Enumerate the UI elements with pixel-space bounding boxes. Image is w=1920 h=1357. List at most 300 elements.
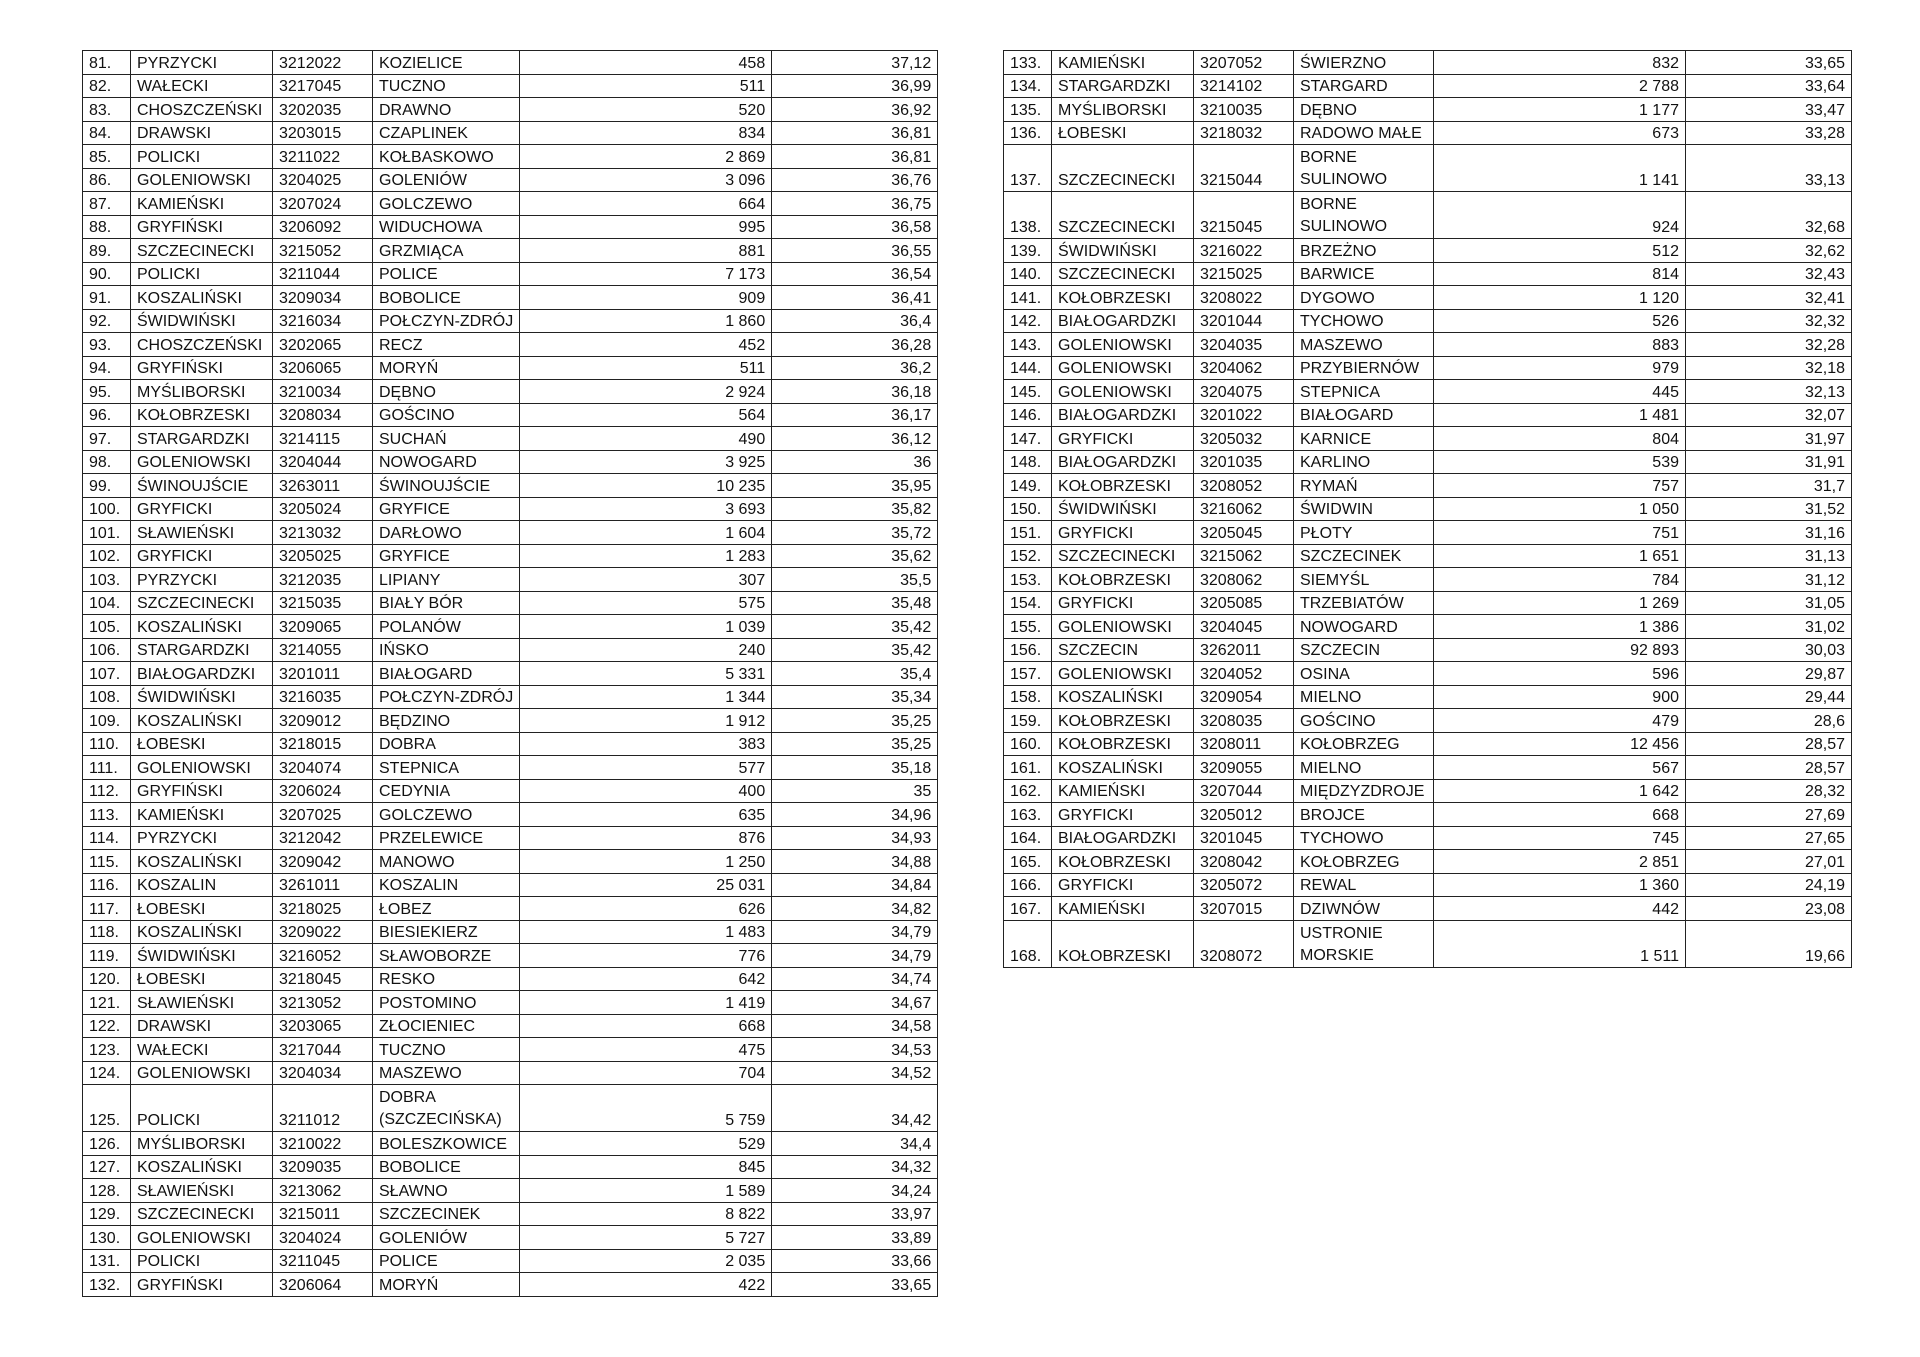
commune-cell: TUCZNO bbox=[373, 74, 520, 98]
county-cell: ŁOBESKI bbox=[131, 897, 273, 921]
row-number-cell: 168. bbox=[1004, 920, 1052, 967]
county-cell: KOSZALIŃSKI bbox=[131, 850, 273, 874]
table-row bbox=[83, 1061, 938, 1085]
table-row bbox=[1004, 685, 1852, 709]
commune-cell: DRAWNO bbox=[373, 98, 520, 122]
table-row bbox=[1004, 756, 1852, 780]
commune-cell: POSTOMINO bbox=[373, 991, 520, 1015]
table-row bbox=[83, 544, 938, 568]
row-number-cell: 126. bbox=[83, 1132, 131, 1156]
value-cell: 32,13 bbox=[1686, 380, 1852, 404]
row-number-cell: 135. bbox=[1004, 98, 1052, 122]
code-cell: 3209042 bbox=[273, 850, 373, 874]
count-cell: 626 bbox=[520, 897, 772, 921]
row-number-cell: 132. bbox=[83, 1273, 131, 1297]
count-cell: 673 bbox=[1434, 121, 1686, 145]
value-cell: 32,62 bbox=[1686, 239, 1852, 263]
count-cell: 832 bbox=[1434, 51, 1686, 75]
county-cell: KOŁOBRZESKI bbox=[1052, 568, 1194, 592]
commune-cell: GRZMIĄCA bbox=[373, 239, 520, 263]
county-cell: SZCZECINECKI bbox=[131, 591, 273, 615]
count-cell: 383 bbox=[520, 732, 772, 756]
row-number-cell: 93. bbox=[83, 333, 131, 357]
row-number-cell: 165. bbox=[1004, 850, 1052, 874]
table-row bbox=[1004, 380, 1852, 404]
commune-cell: PŁOTY bbox=[1294, 521, 1434, 545]
value-cell: 36,55 bbox=[772, 239, 938, 263]
code-cell: 3204035 bbox=[1194, 333, 1294, 357]
value-cell: 36 bbox=[772, 450, 938, 474]
row-number-cell: 118. bbox=[83, 920, 131, 944]
commune-cell: NOWOGARD bbox=[1294, 615, 1434, 639]
commune-cell: BORNE SULINOWO bbox=[1294, 145, 1434, 192]
commune-cell: POLICE bbox=[373, 1249, 520, 1273]
value-cell: 27,69 bbox=[1686, 803, 1852, 827]
code-cell: 3215044 bbox=[1194, 145, 1294, 192]
commune-cell: RADOWO MAŁE bbox=[1294, 121, 1434, 145]
commune-cell: STARGARD bbox=[1294, 74, 1434, 98]
count-cell: 511 bbox=[520, 74, 772, 98]
table-row bbox=[83, 1014, 938, 1038]
row-number-cell: 134. bbox=[1004, 74, 1052, 98]
county-cell: SZCZECINECKI bbox=[131, 1202, 273, 1226]
commune-cell: BOBOLICE bbox=[373, 286, 520, 310]
county-cell: GRYFIŃSKI bbox=[131, 1273, 273, 1297]
value-cell: 34,67 bbox=[772, 991, 938, 1015]
value-cell: 35,82 bbox=[772, 497, 938, 521]
count-cell: 520 bbox=[520, 98, 772, 122]
county-cell: PYRZYCKI bbox=[131, 568, 273, 592]
commune-cell: BRZEŻNO bbox=[1294, 239, 1434, 263]
table-row bbox=[83, 450, 938, 474]
count-cell: 596 bbox=[1434, 662, 1686, 686]
row-number-cell: 136. bbox=[1004, 121, 1052, 145]
code-cell: 3218045 bbox=[273, 967, 373, 991]
row-number-cell: 139. bbox=[1004, 239, 1052, 263]
commune-cell: POŁCZYN-ZDRÓJ bbox=[373, 685, 520, 709]
commune-cell: SZCZECIN bbox=[1294, 638, 1434, 662]
count-cell: 400 bbox=[520, 779, 772, 803]
count-cell: 1 511 bbox=[1434, 920, 1686, 967]
row-number-cell: 96. bbox=[83, 403, 131, 427]
code-cell: 3204025 bbox=[273, 168, 373, 192]
row-number-cell: 95. bbox=[83, 380, 131, 404]
county-cell: ŚWIDWIŃSKI bbox=[131, 944, 273, 968]
count-cell: 704 bbox=[520, 1061, 772, 1085]
table-row bbox=[1004, 615, 1852, 639]
county-cell: KOŁOBRZESKI bbox=[1052, 732, 1194, 756]
count-cell: 845 bbox=[520, 1155, 772, 1179]
county-cell: DRAWSKI bbox=[131, 121, 273, 145]
table-row bbox=[1004, 850, 1852, 874]
count-cell: 445 bbox=[1434, 380, 1686, 404]
table-row bbox=[1004, 427, 1852, 451]
count-cell: 479 bbox=[1434, 709, 1686, 733]
row-number-cell: 99. bbox=[83, 474, 131, 498]
county-cell: GRYFIŃSKI bbox=[131, 779, 273, 803]
row-number-cell: 146. bbox=[1004, 403, 1052, 427]
code-cell: 3214115 bbox=[273, 427, 373, 451]
count-cell: 1 912 bbox=[520, 709, 772, 733]
value-cell: 33,66 bbox=[772, 1249, 938, 1273]
count-cell: 92 893 bbox=[1434, 638, 1686, 662]
table-row bbox=[83, 1202, 938, 1226]
count-cell: 1 177 bbox=[1434, 98, 1686, 122]
county-cell: ŁOBESKI bbox=[131, 732, 273, 756]
county-cell: KOŁOBRZESKI bbox=[1052, 920, 1194, 967]
code-cell: 3204024 bbox=[273, 1226, 373, 1250]
table-row bbox=[83, 732, 938, 756]
county-cell: GRYFICKI bbox=[1052, 873, 1194, 897]
value-cell: 31,13 bbox=[1686, 544, 1852, 568]
code-cell: 3214055 bbox=[273, 638, 373, 662]
code-cell: 3204034 bbox=[273, 1061, 373, 1085]
commune-cell: SZCZECINEK bbox=[1294, 544, 1434, 568]
county-cell: PYRZYCKI bbox=[131, 51, 273, 75]
count-cell: 784 bbox=[1434, 568, 1686, 592]
count-cell: 664 bbox=[520, 192, 772, 216]
row-number-cell: 100. bbox=[83, 497, 131, 521]
value-cell: 23,08 bbox=[1686, 897, 1852, 921]
code-cell: 3208062 bbox=[1194, 568, 1294, 592]
commune-cell: TYCHOWO bbox=[1294, 826, 1434, 850]
table-row bbox=[1004, 145, 1852, 192]
row-number-cell: 125. bbox=[83, 1085, 131, 1132]
commune-cell: POLANÓW bbox=[373, 615, 520, 639]
county-cell: GOLENIOWSKI bbox=[1052, 380, 1194, 404]
row-number-cell: 123. bbox=[83, 1038, 131, 1062]
value-cell: 31,12 bbox=[1686, 568, 1852, 592]
commune-cell: ŁOBEZ bbox=[373, 897, 520, 921]
code-cell: 3201022 bbox=[1194, 403, 1294, 427]
commune-cell: TRZEBIATÓW bbox=[1294, 591, 1434, 615]
county-cell: POLICKI bbox=[131, 1249, 273, 1273]
county-cell: WAŁECKI bbox=[131, 1038, 273, 1062]
county-cell: GRYFICKI bbox=[131, 497, 273, 521]
row-number-cell: 142. bbox=[1004, 309, 1052, 333]
table-row bbox=[1004, 568, 1852, 592]
table-row bbox=[1004, 826, 1852, 850]
code-cell: 3207044 bbox=[1194, 779, 1294, 803]
county-cell: SZCZECINECKI bbox=[1052, 262, 1194, 286]
row-number-cell: 111. bbox=[83, 756, 131, 780]
count-cell: 1 481 bbox=[1434, 403, 1686, 427]
value-cell: 31,16 bbox=[1686, 521, 1852, 545]
value-cell: 36,4 bbox=[772, 309, 938, 333]
value-cell: 34,4 bbox=[772, 1132, 938, 1156]
left-table-body bbox=[83, 51, 938, 1297]
value-cell: 34,82 bbox=[772, 897, 938, 921]
commune-cell: RESKO bbox=[373, 967, 520, 991]
count-cell: 529 bbox=[520, 1132, 772, 1156]
count-cell: 757 bbox=[1434, 474, 1686, 498]
county-cell: BIAŁOGARDZKI bbox=[1052, 403, 1194, 427]
table-row bbox=[1004, 121, 1852, 145]
count-cell: 1 483 bbox=[520, 920, 772, 944]
row-number-cell: 115. bbox=[83, 850, 131, 874]
commune-cell: ŚWIERZNO bbox=[1294, 51, 1434, 75]
county-cell: SZCZECINECKI bbox=[131, 239, 273, 263]
code-cell: 3218032 bbox=[1194, 121, 1294, 145]
value-cell: 34,93 bbox=[772, 826, 938, 850]
county-cell: BIAŁOGARDZKI bbox=[131, 662, 273, 686]
county-cell: CHOSZCZEŃSKI bbox=[131, 333, 273, 357]
commune-cell: KOSZALIN bbox=[373, 873, 520, 897]
code-cell: 3204074 bbox=[273, 756, 373, 780]
commune-cell: KARLINO bbox=[1294, 450, 1434, 474]
county-cell: KOSZALIŃSKI bbox=[1052, 685, 1194, 709]
count-cell: 642 bbox=[520, 967, 772, 991]
commune-cell: DĘBNO bbox=[1294, 98, 1434, 122]
commune-cell: KOŁBASKOWO bbox=[373, 145, 520, 169]
table-row bbox=[1004, 309, 1852, 333]
row-number-cell: 153. bbox=[1004, 568, 1052, 592]
code-cell: 3205024 bbox=[273, 497, 373, 521]
value-cell: 28,57 bbox=[1686, 732, 1852, 756]
value-cell: 36,99 bbox=[772, 74, 938, 98]
table-row bbox=[83, 1249, 938, 1273]
row-number-cell: 92. bbox=[83, 309, 131, 333]
table-row bbox=[83, 121, 938, 145]
row-number-cell: 155. bbox=[1004, 615, 1052, 639]
commune-cell: SŁAWOBORZE bbox=[373, 944, 520, 968]
commune-cell: DOBRA bbox=[373, 732, 520, 756]
row-number-cell: 127. bbox=[83, 1155, 131, 1179]
county-cell: STARGARDZKI bbox=[1052, 74, 1194, 98]
table-row bbox=[83, 403, 938, 427]
table-row bbox=[1004, 732, 1852, 756]
value-cell: 27,01 bbox=[1686, 850, 1852, 874]
value-cell: 31,02 bbox=[1686, 615, 1852, 639]
count-cell: 12 456 bbox=[1434, 732, 1686, 756]
commune-cell: BARWICE bbox=[1294, 262, 1434, 286]
commune-cell: POŁCZYN-ZDRÓJ bbox=[373, 309, 520, 333]
code-cell: 3204052 bbox=[1194, 662, 1294, 686]
row-number-cell: 106. bbox=[83, 638, 131, 662]
row-number-cell: 101. bbox=[83, 521, 131, 545]
table-row bbox=[1004, 450, 1852, 474]
commune-cell: BIAŁY BÓR bbox=[373, 591, 520, 615]
county-cell: SZCZECINECKI bbox=[1052, 145, 1194, 192]
value-cell: 36,75 bbox=[772, 192, 938, 216]
table-row bbox=[1004, 474, 1852, 498]
value-cell: 35,18 bbox=[772, 756, 938, 780]
code-cell: 3204075 bbox=[1194, 380, 1294, 404]
value-cell: 36,81 bbox=[772, 121, 938, 145]
code-cell: 3211045 bbox=[273, 1249, 373, 1273]
code-cell: 3209054 bbox=[1194, 685, 1294, 709]
count-cell: 3 693 bbox=[520, 497, 772, 521]
commune-cell: CZAPLINEK bbox=[373, 121, 520, 145]
value-cell: 31,52 bbox=[1686, 497, 1852, 521]
county-cell: KAMIEŃSKI bbox=[1052, 51, 1194, 75]
row-number-cell: 158. bbox=[1004, 685, 1052, 709]
count-cell: 900 bbox=[1434, 685, 1686, 709]
value-cell: 31,91 bbox=[1686, 450, 1852, 474]
commune-cell: MIĘDZYZDROJE bbox=[1294, 779, 1434, 803]
commune-cell: GOLCZEWO bbox=[373, 803, 520, 827]
table-row bbox=[83, 944, 938, 968]
count-cell: 979 bbox=[1434, 356, 1686, 380]
code-cell: 3216062 bbox=[1194, 497, 1294, 521]
county-cell: WAŁECKI bbox=[131, 74, 273, 98]
value-cell: 36,2 bbox=[772, 356, 938, 380]
code-cell: 3212042 bbox=[273, 826, 373, 850]
table-row bbox=[1004, 873, 1852, 897]
code-cell: 3207024 bbox=[273, 192, 373, 216]
commune-cell: KOZIELICE bbox=[373, 51, 520, 75]
county-cell: SZCZECINECKI bbox=[1052, 544, 1194, 568]
code-cell: 3209065 bbox=[273, 615, 373, 639]
row-number-cell: 147. bbox=[1004, 427, 1052, 451]
commune-cell: NOWOGARD bbox=[373, 450, 520, 474]
county-cell: STARGARDZKI bbox=[131, 638, 273, 662]
table-row bbox=[83, 779, 938, 803]
table-row bbox=[1004, 920, 1852, 967]
row-number-cell: 137. bbox=[1004, 145, 1052, 192]
row-number-cell: 90. bbox=[83, 262, 131, 286]
value-cell: 28,6 bbox=[1686, 709, 1852, 733]
value-cell: 34,58 bbox=[772, 1014, 938, 1038]
value-cell: 34,32 bbox=[772, 1155, 938, 1179]
count-cell: 575 bbox=[520, 591, 772, 615]
table-row bbox=[83, 873, 938, 897]
commune-cell: GOLENIÓW bbox=[373, 1226, 520, 1250]
commune-cell: BOBOLICE bbox=[373, 1155, 520, 1179]
code-cell: 3212022 bbox=[273, 51, 373, 75]
code-cell: 3215035 bbox=[273, 591, 373, 615]
value-cell: 34,52 bbox=[772, 1061, 938, 1085]
row-number-cell: 128. bbox=[83, 1179, 131, 1203]
county-cell: POLICKI bbox=[131, 1085, 273, 1132]
count-cell: 577 bbox=[520, 756, 772, 780]
county-cell: GOLENIOWSKI bbox=[131, 1061, 273, 1085]
code-cell: 3205012 bbox=[1194, 803, 1294, 827]
table-row bbox=[83, 1155, 938, 1179]
row-number-cell: 120. bbox=[83, 967, 131, 991]
county-cell: KOSZALIŃSKI bbox=[131, 615, 273, 639]
row-number-cell: 167. bbox=[1004, 897, 1052, 921]
count-cell: 668 bbox=[1434, 803, 1686, 827]
commune-cell: KARNICE bbox=[1294, 427, 1434, 451]
commune-cell: BOLESZKOWICE bbox=[373, 1132, 520, 1156]
county-cell: KOSZALIŃSKI bbox=[131, 709, 273, 733]
row-number-cell: 133. bbox=[1004, 51, 1052, 75]
county-cell: KOŁOBRZESKI bbox=[131, 403, 273, 427]
commune-cell: SUCHAŃ bbox=[373, 427, 520, 451]
value-cell: 33,65 bbox=[772, 1273, 938, 1297]
value-cell: 36,54 bbox=[772, 262, 938, 286]
row-number-cell: 159. bbox=[1004, 709, 1052, 733]
row-number-cell: 85. bbox=[83, 145, 131, 169]
value-cell: 31,05 bbox=[1686, 591, 1852, 615]
code-cell: 3215062 bbox=[1194, 544, 1294, 568]
county-cell: KOSZALIŃSKI bbox=[131, 286, 273, 310]
code-cell: 3203015 bbox=[273, 121, 373, 145]
county-cell: GRYFIŃSKI bbox=[131, 215, 273, 239]
count-cell: 3 096 bbox=[520, 168, 772, 192]
code-cell: 3206064 bbox=[273, 1273, 373, 1297]
commune-cell: ŚWINOUJŚCIE bbox=[373, 474, 520, 498]
count-cell: 2 788 bbox=[1434, 74, 1686, 98]
county-cell: KAMIEŃSKI bbox=[1052, 897, 1194, 921]
table-row bbox=[83, 1132, 938, 1156]
value-cell: 34,53 bbox=[772, 1038, 938, 1062]
county-cell: ŁOBESKI bbox=[131, 967, 273, 991]
commune-cell: DYGOWO bbox=[1294, 286, 1434, 310]
code-cell: 3207025 bbox=[273, 803, 373, 827]
county-cell: KAMIEŃSKI bbox=[131, 803, 273, 827]
table-row bbox=[83, 168, 938, 192]
row-number-cell: 110. bbox=[83, 732, 131, 756]
table-row bbox=[1004, 779, 1852, 803]
row-number-cell: 143. bbox=[1004, 333, 1052, 357]
value-cell: 35 bbox=[772, 779, 938, 803]
table-row bbox=[83, 215, 938, 239]
commune-cell: TUCZNO bbox=[373, 1038, 520, 1062]
count-cell: 745 bbox=[1434, 826, 1686, 850]
code-cell: 3201011 bbox=[273, 662, 373, 686]
code-cell: 3205072 bbox=[1194, 873, 1294, 897]
code-cell: 3208072 bbox=[1194, 920, 1294, 967]
code-cell: 3207052 bbox=[1194, 51, 1294, 75]
code-cell: 3216052 bbox=[273, 944, 373, 968]
commune-cell: MASZEWO bbox=[373, 1061, 520, 1085]
table-row bbox=[83, 709, 938, 733]
commune-cell: RYMAŃ bbox=[1294, 474, 1434, 498]
code-cell: 3215045 bbox=[1194, 192, 1294, 239]
table-row bbox=[83, 1085, 938, 1132]
row-number-cell: 144. bbox=[1004, 356, 1052, 380]
count-cell: 5 331 bbox=[520, 662, 772, 686]
code-cell: 3206065 bbox=[273, 356, 373, 380]
commune-cell: PRZYBIERNÓW bbox=[1294, 356, 1434, 380]
row-number-cell: 152. bbox=[1004, 544, 1052, 568]
value-cell: 34,74 bbox=[772, 967, 938, 991]
table-row bbox=[1004, 262, 1852, 286]
value-cell: 32,18 bbox=[1686, 356, 1852, 380]
table-row bbox=[1004, 356, 1852, 380]
table-row bbox=[1004, 51, 1852, 75]
table-row bbox=[83, 309, 938, 333]
table-row bbox=[83, 51, 938, 75]
table-row bbox=[1004, 897, 1852, 921]
count-cell: 834 bbox=[520, 121, 772, 145]
code-cell: 3206092 bbox=[273, 215, 373, 239]
row-number-cell: 82. bbox=[83, 74, 131, 98]
count-cell: 2 924 bbox=[520, 380, 772, 404]
county-cell: KOŁOBRZESKI bbox=[1052, 474, 1194, 498]
code-cell: 3209012 bbox=[273, 709, 373, 733]
code-cell: 3210034 bbox=[273, 380, 373, 404]
value-cell: 34,84 bbox=[772, 873, 938, 897]
count-cell: 512 bbox=[1434, 239, 1686, 263]
code-cell: 3262011 bbox=[1194, 638, 1294, 662]
value-cell: 35,72 bbox=[772, 521, 938, 545]
county-cell: GOLENIOWSKI bbox=[1052, 333, 1194, 357]
commune-cell: MORYŃ bbox=[373, 356, 520, 380]
table-row bbox=[83, 356, 938, 380]
table-row bbox=[83, 568, 938, 592]
row-number-cell: 122. bbox=[83, 1014, 131, 1038]
county-cell: GOLENIOWSKI bbox=[1052, 356, 1194, 380]
count-cell: 1 642 bbox=[1434, 779, 1686, 803]
value-cell: 34,88 bbox=[772, 850, 938, 874]
code-cell: 3206024 bbox=[273, 779, 373, 803]
row-number-cell: 97. bbox=[83, 427, 131, 451]
code-cell: 3205032 bbox=[1194, 427, 1294, 451]
commune-cell: SZCZECINEK bbox=[373, 1202, 520, 1226]
